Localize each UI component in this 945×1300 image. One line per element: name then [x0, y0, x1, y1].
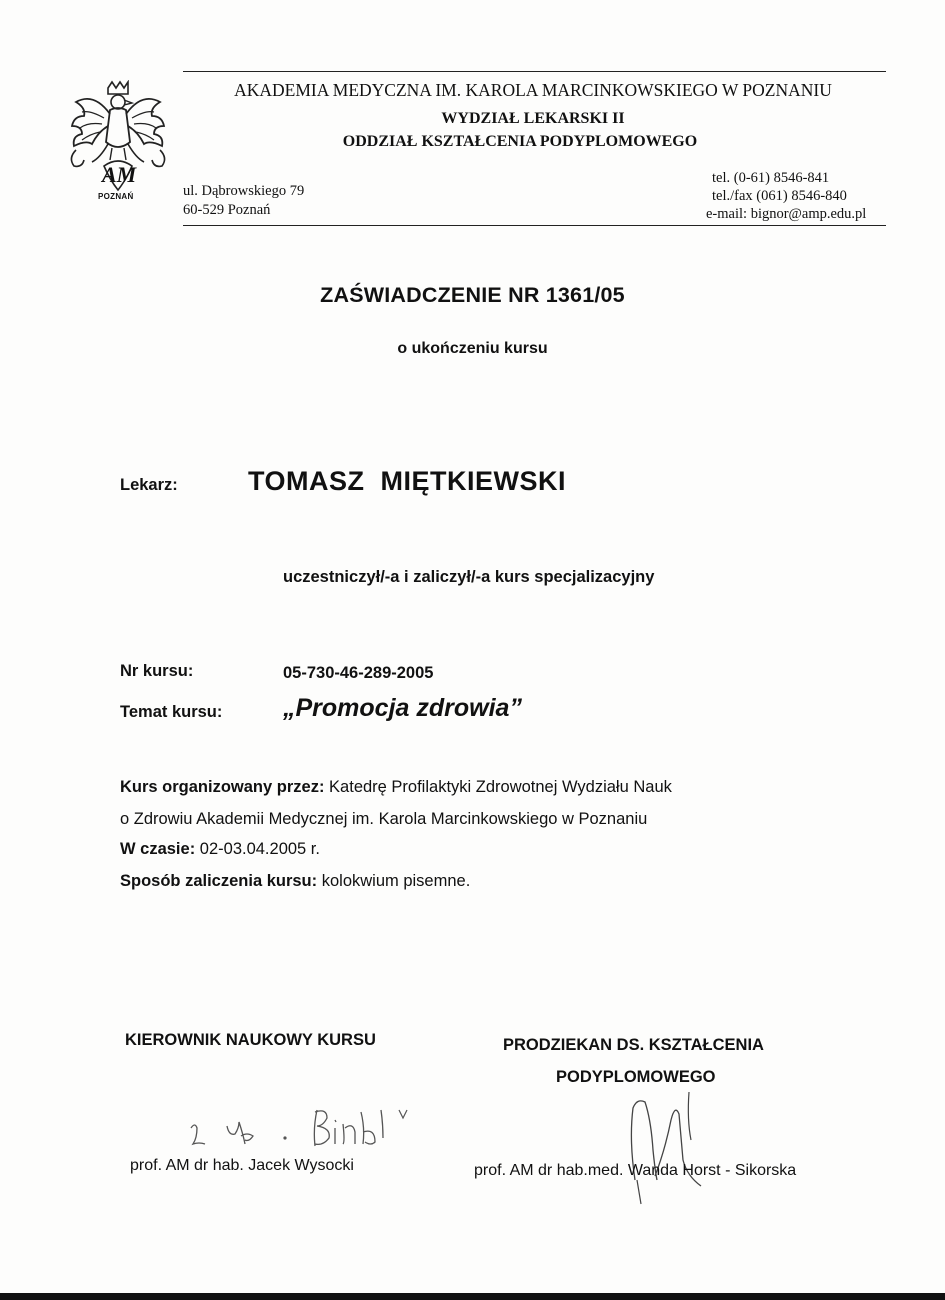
address-street: ul. Dąbrowskiego 79	[183, 183, 305, 199]
course-topic-value: „Promocja zdrowia”	[283, 694, 522, 722]
header-bottom-rule	[183, 225, 886, 226]
right-signatory-title-line-1: PRODZIEKAN DS. KSZTAŁCENIA	[503, 1036, 764, 1054]
faculty-name: WYDZIAŁ LEKARSKI II	[441, 110, 625, 127]
completion-method-row	[120, 872, 470, 891]
organizer-line-2: o Zdrowiu Akademii Medycznej im. Karola Marcinkowskiego w Poznaniu	[120, 810, 648, 828]
left-signatory-name: prof. AM dr hab. Jacek Wysocki	[130, 1157, 354, 1174]
department-name: ODDZIAŁ KSZTAŁCENIA PODYPLOMOWEGO	[342, 133, 698, 150]
email-address: e-mail: bignor@amp.edu.pl	[706, 206, 867, 222]
university-emblem-logo	[64, 80, 172, 208]
certificate-title: ZAŚWIADCZENIE NR 1361/05	[320, 283, 625, 307]
course-time-label: W czasie:	[120, 840, 196, 858]
left-handwritten-signature	[185, 1098, 415, 1158]
course-topic-label: Temat kursu:	[120, 703, 223, 721]
address-city: 60-529 Poznań	[183, 202, 271, 218]
right-handwritten-signature	[615, 1080, 725, 1210]
organizer-line-1	[120, 778, 672, 797]
completion-method-value: kolokwium pisemne.	[321, 872, 471, 890]
doctor-label: Lekarz:	[120, 476, 178, 494]
completion-statement: uczestniczył/-a i zaliczył/-a kurs specjalizacyjny	[283, 568, 655, 586]
completion-method-label: Sposób zaliczenia kursu:	[120, 872, 318, 890]
certificate-subtitle: o ukończeniu kursu	[397, 340, 548, 357]
organizer-label: Kurs organizowany przez:	[120, 778, 325, 796]
course-number-label: Nr kursu:	[120, 662, 194, 680]
doctor-name: TOMASZ MIĘTKIEWSKI	[248, 466, 566, 496]
phone-number: tel. (0-61) 8546-841	[712, 170, 830, 186]
course-time-row	[120, 840, 320, 859]
course-number-value: 05-730-46-289-2005	[283, 664, 434, 682]
organizer-value-1: Katedrę Profilaktyki Zdrowotnej Wydziału Nauk	[329, 778, 672, 796]
left-signatory-title: KIEROWNIK NAUKOWY KURSU	[125, 1031, 376, 1049]
logo-city: POZNAŃ	[98, 192, 134, 201]
header-top-rule	[183, 71, 886, 72]
course-time-value: 02-03.04.2005 r.	[199, 840, 320, 858]
phone-fax-number: tel./fax (061) 8546-840	[712, 188, 847, 204]
right-signatory-name: prof. AM dr hab.med. Wanda Horst - Sikorska	[474, 1162, 797, 1179]
logo-monogram: AM	[102, 162, 137, 187]
institution-name: AKADEMIA MEDYCZNA IM. KAROLA MARCINKOWSKIEGO W POZNANIU	[234, 80, 832, 100]
right-signatory-title-line-2: PODYPLOMOWEGO	[556, 1068, 716, 1086]
scan-bottom-edge	[0, 1293, 945, 1300]
